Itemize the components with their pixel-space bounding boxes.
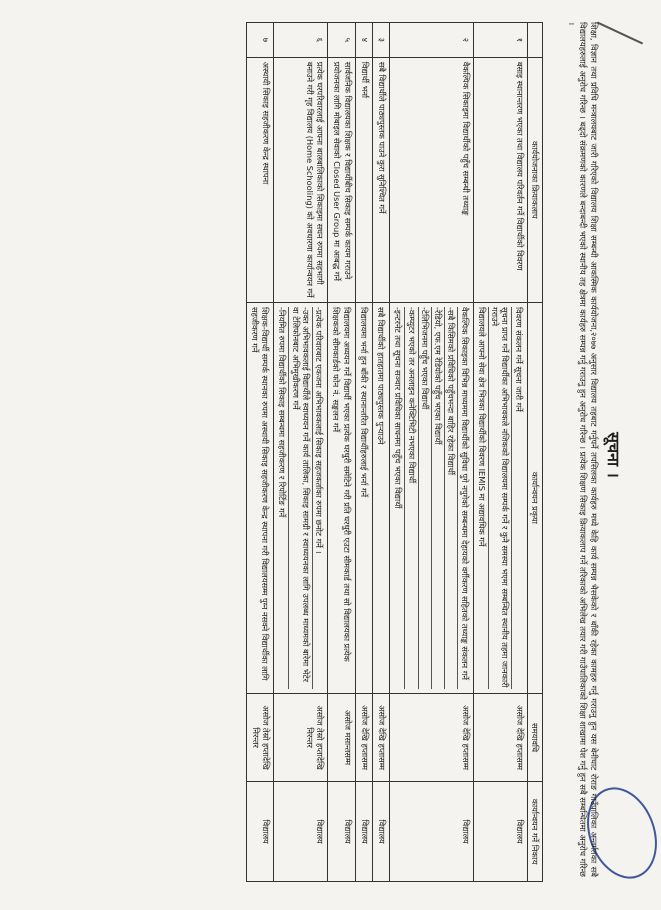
cell-time: असोज देखि हप्तासम्म	[355, 693, 372, 781]
cell-procedure	[246, 302, 274, 693]
table-row	[274, 23, 328, 882]
procedure-step: विवरण संकलन गर्ने सूचना जारी गर्ने	[512, 307, 525, 689]
table-row	[373, 23, 390, 882]
procedure-step: -प्रत्येक परिवारबाट एकजना अभिभावकलाई सिकाइ सहजकर्ताका रुपमा छनोट गर्ने ।	[312, 307, 325, 689]
cell-responsible: विद्यालय	[355, 782, 372, 882]
cell-activity: वैकल्पिक सिकाइमा विद्यार्थीको पहुँच सम्बन्धी तथ्याङ्क	[390, 57, 474, 302]
procedure-step: -उक्त अभिभावकलाई विद्यार्थीले स्वाध्ययन गर्ने कार्य तालिका, सिकाइ सामग्री र स्वाध्ययनका लागि उपलब्ध माध्यमको बारेमा भेटेर वा टेलिफोनबाट अभिमुखीकरण गर्ने	[289, 307, 313, 689]
cell-activity: प्रत्येक घरपरिवारलाई आफ्ना बालबालिकाको सिकाइमा सघन रुपमा सहभागी बनाउने गरी गृह विद्यालय (Home Schooling) को अवधारणा कार्यान्वयन गर्ने	[274, 57, 328, 302]
header-time: समयावधि	[527, 693, 542, 781]
cell-responsible: विद्यालय	[328, 782, 356, 882]
procedure-step: शिक्षक-विद्यार्थी सम्पर्क स्थानका रुपमा अस्थायी सिकाइ सहजीकरण केन्द्र स्थापना गरी विद्यालयसम्म पुग्न नसक्ने विद्यार्थीका लागि सहजीकरण गर्ने	[250, 306, 271, 681]
header-sn	[527, 23, 542, 58]
procedure-step: वैकल्पिक सिकाइका विभिन्न माध्यममा विद्यार्थीको सुविधा पुगे नपुगेको सम्बन्धमा देहायको वर्गीकरण सहितको तथ्याङ्क संकलन गर्ने	[458, 307, 471, 689]
cell-responsible: विद्यालय	[473, 782, 527, 882]
cell-time: असोज तेस्रो हप्तादेखि निरन्तर	[274, 693, 328, 781]
cell-procedure	[473, 302, 527, 693]
cell-sn: ७	[246, 23, 274, 58]
notice-intro: शिक्षा, विज्ञान तथा प्रविधि मन्त्रालयबाट जारी गरिएको विद्यालय शिक्षा सम्बन्धी आकस्मिक कार्ययोजना,२०७७ अनुसार विद्यालय तहबाट गर्नुपर्ने तपसिलका कार्यहरु मध्ये केहि कार्य सम्पन्न भैसकेको र बाँकी रहेका कामहरु गर्नु गराउनु हुन यस बेनीघाट रोराङ गाउँपालिका अन्तर्गतका सबै विद्यालयहरुलाई अनुरोध गरिन्छ । बढ्दो संक्रमणको कारणले बन्दाबन्दी भएको स्थानीय तह क्षेत्रमा कार्यहरु सम्पन्न गर्नु गराउनु हुन अनुरोध गरिन्छ । प्रत्येक शिक्षण सिकाइ क्रियाकलाप गर्ने तरिकाको अभिलेख तयार गरी गाउँपालिकाको शिक्षा शाखामा पेश गर्नु हुन सबै सम्बन्धितमा अनुरोध गरिन्छ ।	[566, 22, 599, 877]
cell-procedure	[274, 302, 328, 693]
cell-activity: बसाइ स्थानान्तरण भएका तथा विद्यालय परिवर्तन गर्ने विद्यार्थीको विवरण	[473, 57, 527, 302]
cell-time: असोज तेस्रो हप्तादेखि निरन्तर	[246, 693, 274, 781]
procedure-step: -कम्प्युटर भएको तर अनलाइन कनेक्टिभिटी नभएका विद्यार्थी	[405, 307, 418, 689]
cell-procedure	[355, 302, 372, 693]
cell-time: असोज देखि हप्तासम्म	[473, 693, 527, 781]
procedure-step: विद्यालयमा अध्ययन गर्ने विद्यार्थी भएका प्रत्येक घरधुरी समेटिने गरी प्रति घरधुरी एउटा सीमकार्ड तथा सो विद्यालयका प्रत्येक शिक्षकको सीमकार्डको फोन नं. सङ्कलन गर्ने	[331, 306, 352, 662]
cell-responsible: विद्यालय	[246, 782, 274, 882]
procedure-step: -रेडियो, एफ.एम रेडियोको पहुँच भएका विद्यार्थी	[431, 307, 444, 689]
header-procedure: कार्यान्वयन प्रकृया	[527, 302, 542, 693]
cell-procedure	[373, 302, 390, 693]
procedure-step: सबै विद्यार्थीको हातहातमा पाठ्यपुस्तक पुऱ्याउने	[376, 306, 387, 445]
cell-sn: ५	[328, 23, 356, 58]
cell-activity: सार्वजनिक विद्यालयका शिक्षक र विद्यार्थीबीच सिकाइ सम्पर्क कायम गराउने प्रयोजनका लागि मोबाइल सेवाको Closed User Group मा आबद्ध गर्ने	[328, 57, 356, 302]
action-plan-table	[246, 22, 543, 882]
cell-time: असोज मसान्तसम्म	[328, 693, 356, 781]
procedure-step: विद्यालयमा भर्ना हुन बाँकी र स्थानान्तरित विद्यार्थीहरुलाई भर्ना गर्ने	[359, 306, 369, 498]
table-row	[246, 23, 274, 882]
header-activity: कार्ययोजनाका क्रियाकलाप	[527, 57, 542, 302]
cell-activity: अस्थायी सिकाइ सहजीकरण केन्द्र स्थापना	[246, 57, 274, 302]
cell-sn: ४	[355, 23, 372, 58]
procedure-step: विद्यालयले आफ्नो सेवा क्षेत्र भित्रका विद्यार्थीको विवरण IEMIS मा अद्यावधिक गर्ने	[477, 306, 487, 547]
cell-time: असोज देखि हप्तासम्म	[373, 693, 390, 781]
cell-procedure	[390, 302, 474, 693]
cell-responsible: विद्यालय	[390, 782, 474, 882]
table-header-row	[527, 23, 542, 882]
header-responsible: कार्यान्वयन गर्ने निकाय	[527, 782, 542, 882]
procedure-step: -नियमित रुपमा विद्यार्थीको सिकाइ सम्बन्धमा सहजीकरण र रिपोर्टिङ गर्ने	[277, 306, 288, 518]
cell-time: असोज देखि हप्तासम्म	[390, 693, 474, 781]
table-row	[355, 23, 372, 882]
cell-sn: ६	[274, 23, 328, 58]
cell-sn: २	[390, 23, 474, 58]
cell-procedure	[328, 302, 356, 693]
procedure-step: सूचना प्राप्त गर्ने विद्यार्थीका अभिभावकले नजिकको विद्यालयमा सम्पर्क गर्ने र कुनै समस्या भएमा सम्बन्धित स्थानीय तहमा जानकारी गराउने	[488, 307, 512, 689]
cell-responsible: विद्यालय	[274, 782, 328, 882]
cell-activity: विद्यार्थी भर्ना	[355, 57, 372, 302]
procedure-step: -टेलिभिजनमा पहुँच भएका विद्यार्थी	[418, 307, 431, 689]
table-row	[390, 23, 474, 882]
table-body	[246, 23, 527, 882]
procedure-step: -इन्टरनेट तथा सूचना सञ्चार प्रविधिका साधनमा पहुँच भएका विद्यार्थी	[393, 306, 404, 509]
procedure-step: -सबै किसिमको प्रविधिको पहुँचभन्दा बाहिर रहेका विद्यार्थी	[444, 307, 457, 689]
table-row	[473, 23, 527, 882]
cell-sn: ३	[373, 23, 390, 58]
notice-title: सूचना ।	[604, 432, 623, 478]
cell-sn: १	[473, 23, 527, 58]
cell-activity: सबै विद्यार्थीले पाठ्यपुस्तक पाउने कुरा सुनिश्चित गर्ने	[373, 57, 390, 302]
cell-responsible: विद्यालय	[373, 782, 390, 882]
table-row	[328, 23, 356, 882]
